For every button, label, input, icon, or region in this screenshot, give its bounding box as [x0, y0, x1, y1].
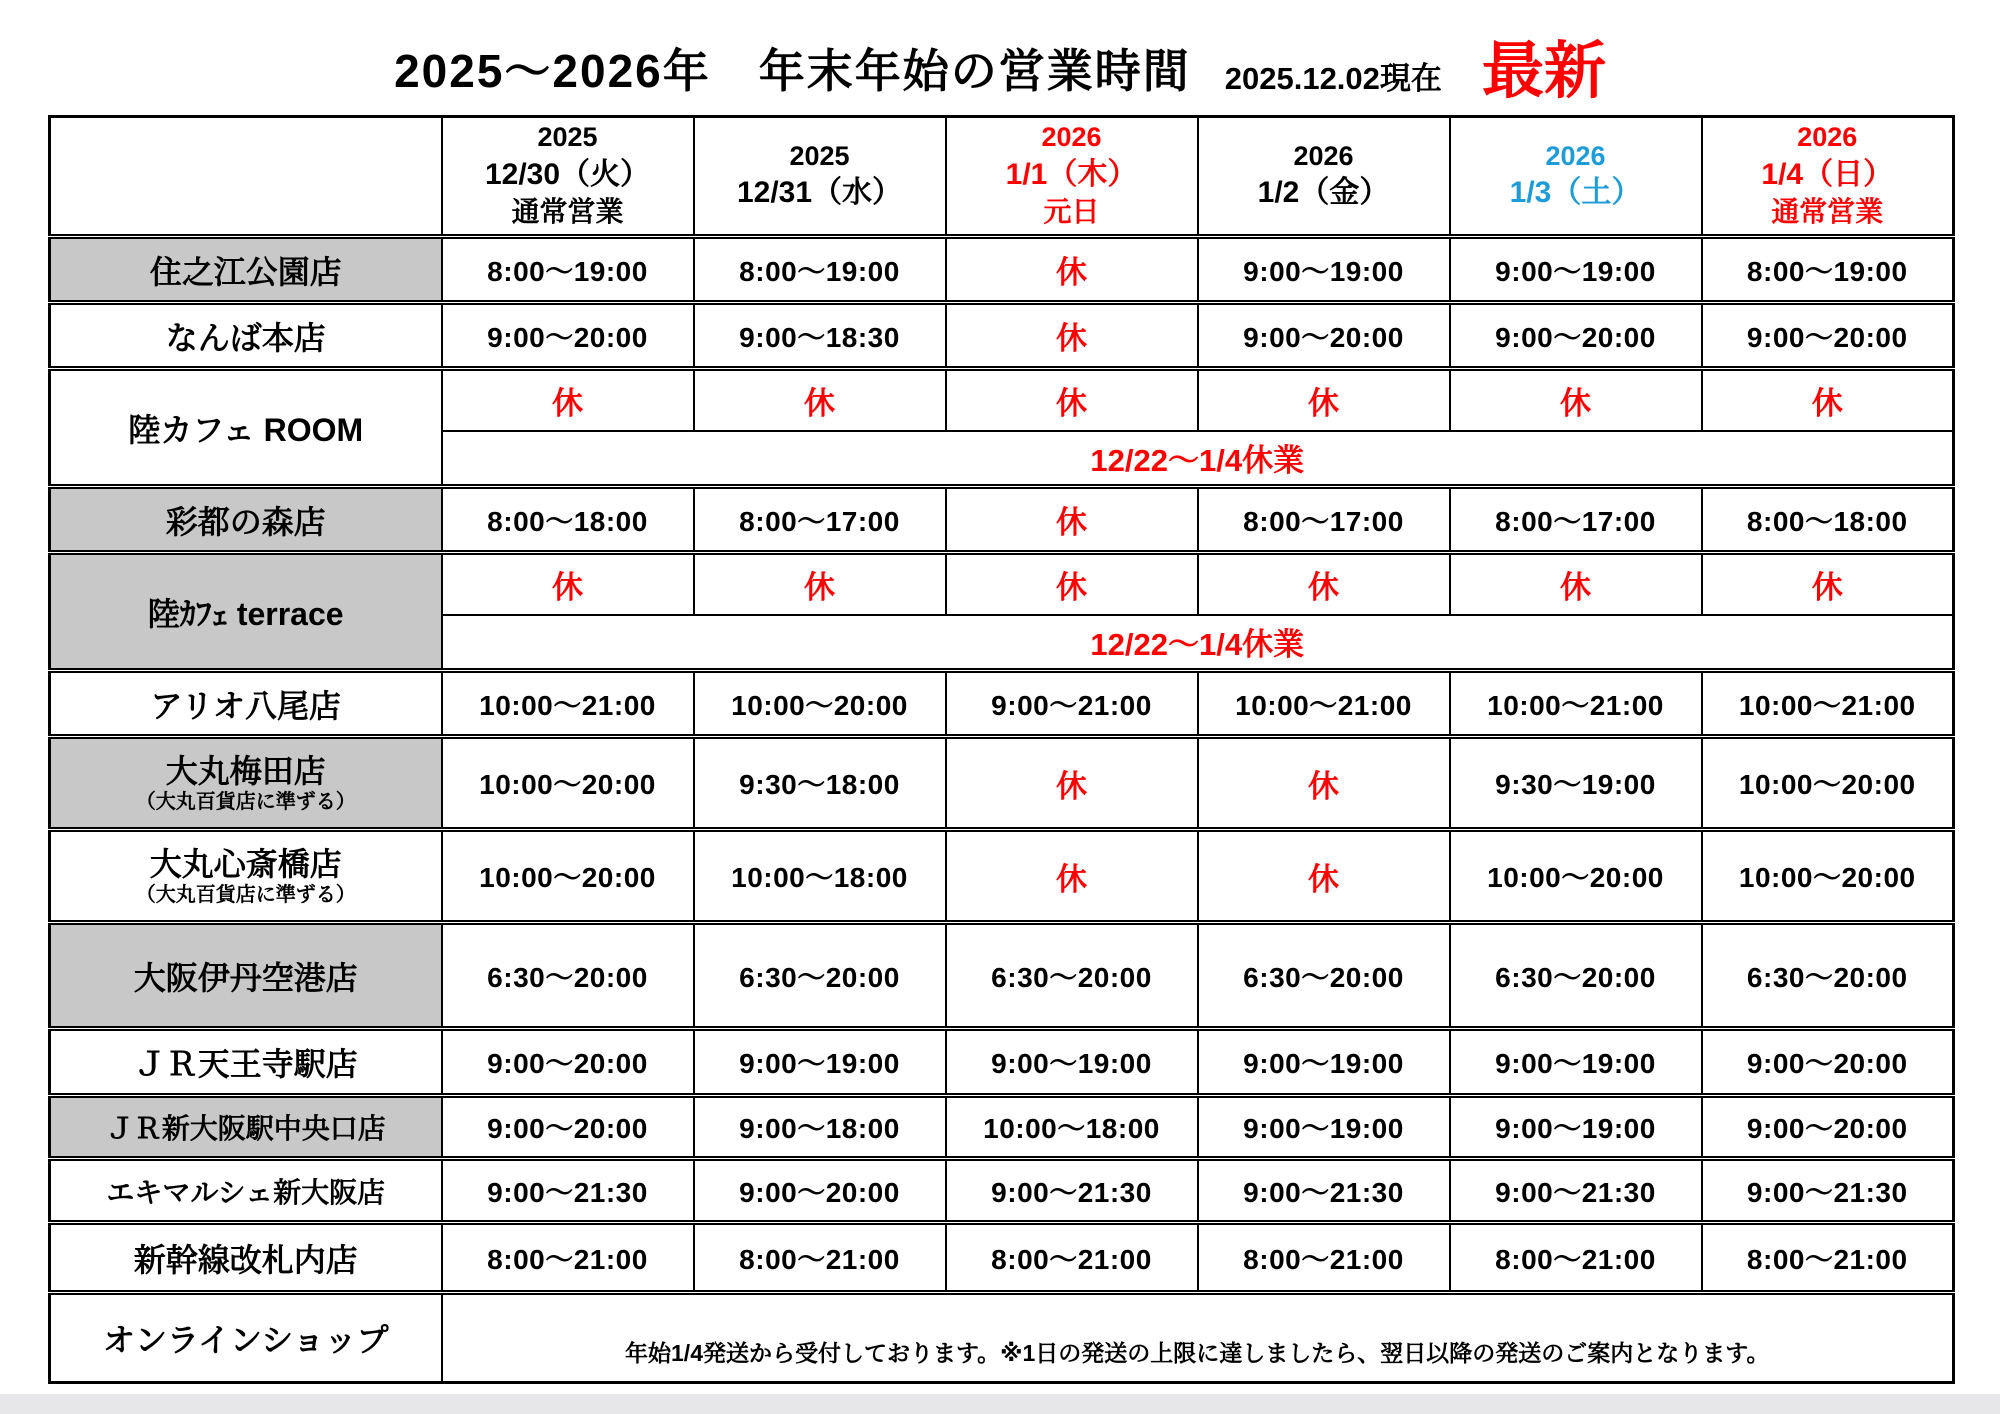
hours-cell: 9:00〜20:00: [442, 1029, 694, 1096]
hours-cell: 10:00〜21:00: [1702, 671, 1954, 737]
hours-cell: 9:30〜19:00: [1450, 737, 1702, 830]
hours-cell: 6:30〜20:00: [442, 923, 694, 1029]
col-note: 元日: [1043, 196, 1100, 228]
store-name: ＪＲ天王寺駅店: [50, 1029, 442, 1096]
closed-cell: 休: [946, 737, 1198, 830]
closed-cell: 休: [1450, 369, 1702, 431]
row-rikucafe-terrace: [50, 553, 1954, 615]
closure-note: 12/22〜1/4休業: [442, 431, 1954, 487]
header-row: [50, 117, 1954, 237]
store-name: アリオ八尾店: [50, 671, 442, 737]
store-name: なんば本店: [50, 303, 442, 369]
header-col-0104: [1702, 117, 1954, 237]
store-name: [50, 830, 442, 923]
as-of-date: 2025.12.02現在: [1224, 60, 1442, 96]
store-name-sub: （大丸百貨店に準ずる）: [135, 791, 356, 814]
col-year: 2025: [537, 122, 598, 153]
hours-cell: 10:00〜20:00: [442, 830, 694, 923]
hours-cell: 9:00〜19:00: [1198, 1029, 1450, 1096]
closed-cell: 休: [946, 830, 1198, 923]
hours-cell: 8:00〜17:00: [694, 487, 946, 553]
col-note: 通常営業: [511, 196, 624, 228]
store-name: 彩都の森店: [50, 487, 442, 553]
store-schedule-table: [48, 115, 1955, 1384]
hours-cell: 8:00〜17:00: [1198, 487, 1450, 553]
store-name: エキマルシェ新大阪店: [50, 1159, 442, 1223]
hours-cell: 10:00〜20:00: [1702, 737, 1954, 830]
hours-cell: 6:30〜20:00: [946, 923, 1198, 1029]
hours-cell: 8:00〜21:00: [1702, 1223, 1954, 1293]
hours-cell: 10:00〜18:00: [694, 830, 946, 923]
store-name-main: 大丸心斎橋店: [149, 845, 342, 882]
store-name: 新幹線改札内店: [50, 1223, 442, 1293]
closed-cell: 休: [694, 553, 946, 615]
row-namba-honten: [50, 303, 1954, 369]
row-jr-tennoji: [50, 1029, 1954, 1096]
hours-cell: 9:00〜21:30: [442, 1159, 694, 1223]
row-osaka-itami-airport: [50, 923, 1954, 1029]
col-date: 1/4（日）: [1761, 158, 1894, 192]
col-date: 1/3（土）: [1509, 176, 1642, 210]
hours-cell: 10:00〜21:00: [1450, 671, 1702, 737]
hours-cell: 9:00〜19:00: [1198, 1096, 1450, 1159]
hours-cell: 10:00〜21:00: [1198, 671, 1450, 737]
closed-cell: 休: [442, 553, 694, 615]
hours-cell: 8:00〜18:00: [442, 487, 694, 553]
hours-cell: 8:00〜19:00: [1702, 237, 1954, 303]
row-daimaru-umeda: [50, 737, 1954, 830]
store-name: 住之江公園店: [50, 237, 442, 303]
closed-cell: 休: [946, 237, 1198, 303]
page-title-text: 2025〜2026年 年末年始の営業時間: [394, 45, 1191, 97]
hours-cell: 9:00〜20:00: [442, 1096, 694, 1159]
header-col-0101: [946, 117, 1198, 237]
hours-cell: 9:00〜19:00: [1450, 237, 1702, 303]
closure-note: 12/22〜1/4休業: [442, 615, 1954, 671]
hours-cell: 9:00〜19:00: [1450, 1029, 1702, 1096]
store-name: 陸カフェ ROOM: [50, 369, 442, 487]
hours-cell: 6:30〜20:00: [694, 923, 946, 1029]
header-col-0103: [1450, 117, 1702, 237]
row-ekimarche-shin-osaka: [50, 1159, 1954, 1223]
hours-cell: 8:00〜21:00: [1198, 1223, 1450, 1293]
hours-cell: 8:00〜21:00: [1450, 1223, 1702, 1293]
closed-cell: 休: [442, 369, 694, 431]
hours-cell: 10:00〜21:00: [442, 671, 694, 737]
hours-cell: 8:00〜19:00: [442, 237, 694, 303]
hours-cell: 9:00〜20:00: [1702, 1029, 1954, 1096]
hours-cell: 9:00〜18:00: [694, 1096, 946, 1159]
header-col-1230: [442, 117, 694, 237]
hours-cell: 9:00〜19:00: [946, 1029, 1198, 1096]
closed-cell: 休: [1198, 553, 1450, 615]
hours-cell: 8:00〜19:00: [694, 237, 946, 303]
hours-cell: 8:00〜18:00: [1702, 487, 1954, 553]
hours-cell: 9:00〜20:00: [694, 1159, 946, 1223]
col-date: 12/31（水）: [736, 176, 903, 210]
row-rikucafe-room: [50, 369, 1954, 431]
store-name: オンラインショップ: [50, 1293, 442, 1383]
hours-cell: 9:00〜21:30: [946, 1159, 1198, 1223]
online-shop-note: 年始1/4発送から受付しております。※1日の発送の上限に達しましたら、翌日以降の発送のご案内となります。: [442, 1293, 1954, 1383]
row-suminoekoen: [50, 237, 1954, 303]
hours-table-wrapper: [48, 115, 1955, 1384]
col-year: 2026: [1293, 140, 1354, 171]
closed-cell: 休: [946, 303, 1198, 369]
hours-cell: 10:00〜20:00: [1450, 830, 1702, 923]
closed-cell: 休: [1450, 553, 1702, 615]
col-date: 1/1（木）: [1005, 158, 1138, 192]
closed-cell: 休: [1702, 553, 1954, 615]
hours-cell: 6:30〜20:00: [1702, 923, 1954, 1029]
col-note: 通常営業: [1771, 196, 1884, 228]
hours-cell: 10:00〜18:00: [946, 1096, 1198, 1159]
header-col-0102: [1198, 117, 1450, 237]
store-name: 大阪伊丹空港店: [50, 923, 442, 1029]
hours-cell: 9:00〜20:00: [1198, 303, 1450, 369]
hours-cell: 9:00〜21:00: [946, 671, 1198, 737]
hours-cell: 8:00〜21:00: [946, 1223, 1198, 1293]
hours-cell: 9:00〜20:00: [1450, 303, 1702, 369]
col-year: 2026: [1545, 140, 1606, 171]
hours-cell: 8:00〜21:00: [442, 1223, 694, 1293]
closed-cell: 休: [946, 369, 1198, 431]
hours-cell: 8:00〜17:00: [1450, 487, 1702, 553]
hours-cell: 9:00〜18:30: [694, 303, 946, 369]
hours-cell: 9:00〜19:00: [1450, 1096, 1702, 1159]
row-saito-no-mori: [50, 487, 1954, 553]
col-year: 2025: [789, 140, 850, 171]
closed-cell: 休: [1198, 737, 1450, 830]
store-name: [50, 737, 442, 830]
latest-badge: 最新: [1481, 36, 1606, 106]
page-title: [0, 14, 2000, 106]
hours-cell: 9:00〜21:30: [1702, 1159, 1954, 1223]
hours-cell: 9:00〜21:30: [1450, 1159, 1702, 1223]
row-shinkansen-gate: [50, 1223, 1954, 1293]
hours-cell: 6:30〜20:00: [1198, 923, 1450, 1029]
store-name: 陸ｶﾌｪ terrace: [50, 553, 442, 671]
row-ario-yao: [50, 671, 1954, 737]
hours-cell: 6:30〜20:00: [1450, 923, 1702, 1029]
hours-cell: 9:00〜20:00: [1702, 1096, 1954, 1159]
closed-cell: 休: [1198, 830, 1450, 923]
col-date: 1/2（金）: [1257, 176, 1390, 210]
closed-cell: 休: [946, 487, 1198, 553]
store-name-main: 大丸梅田店: [165, 752, 326, 789]
hours-cell: 10:00〜20:00: [1702, 830, 1954, 923]
col-year: 2026: [1041, 122, 1102, 153]
col-date: 12/30（火）: [484, 158, 651, 192]
hours-cell: 9:30〜18:00: [694, 737, 946, 830]
hours-cell: 9:00〜20:00: [1702, 303, 1954, 369]
store-name: ＪＲ新大阪駅中央口店: [50, 1096, 442, 1159]
store-name-sub: （大丸百貨店に準ずる）: [135, 884, 356, 907]
closed-cell: 休: [1702, 369, 1954, 431]
row-online-shop: [50, 1293, 1954, 1383]
row-jr-shin-osaka-chuo: [50, 1096, 1954, 1159]
hours-cell: 8:00〜21:00: [694, 1223, 946, 1293]
closed-cell: 休: [1198, 369, 1450, 431]
closed-cell: 休: [694, 369, 946, 431]
hours-cell: 9:00〜21:30: [1198, 1159, 1450, 1223]
hours-cell: 9:00〜20:00: [442, 303, 694, 369]
hours-cell: 10:00〜20:00: [694, 671, 946, 737]
header-col-1231: [694, 117, 946, 237]
bottom-strip: [0, 1394, 2000, 1414]
hours-cell: 9:00〜19:00: [1198, 237, 1450, 303]
closed-cell: 休: [946, 553, 1198, 615]
row-daimaru-shinsaibashi: [50, 830, 1954, 923]
hours-cell: 10:00〜20:00: [442, 737, 694, 830]
hours-cell: 9:00〜19:00: [694, 1029, 946, 1096]
store-column-header: [50, 117, 442, 237]
col-year: 2026: [1797, 122, 1858, 153]
